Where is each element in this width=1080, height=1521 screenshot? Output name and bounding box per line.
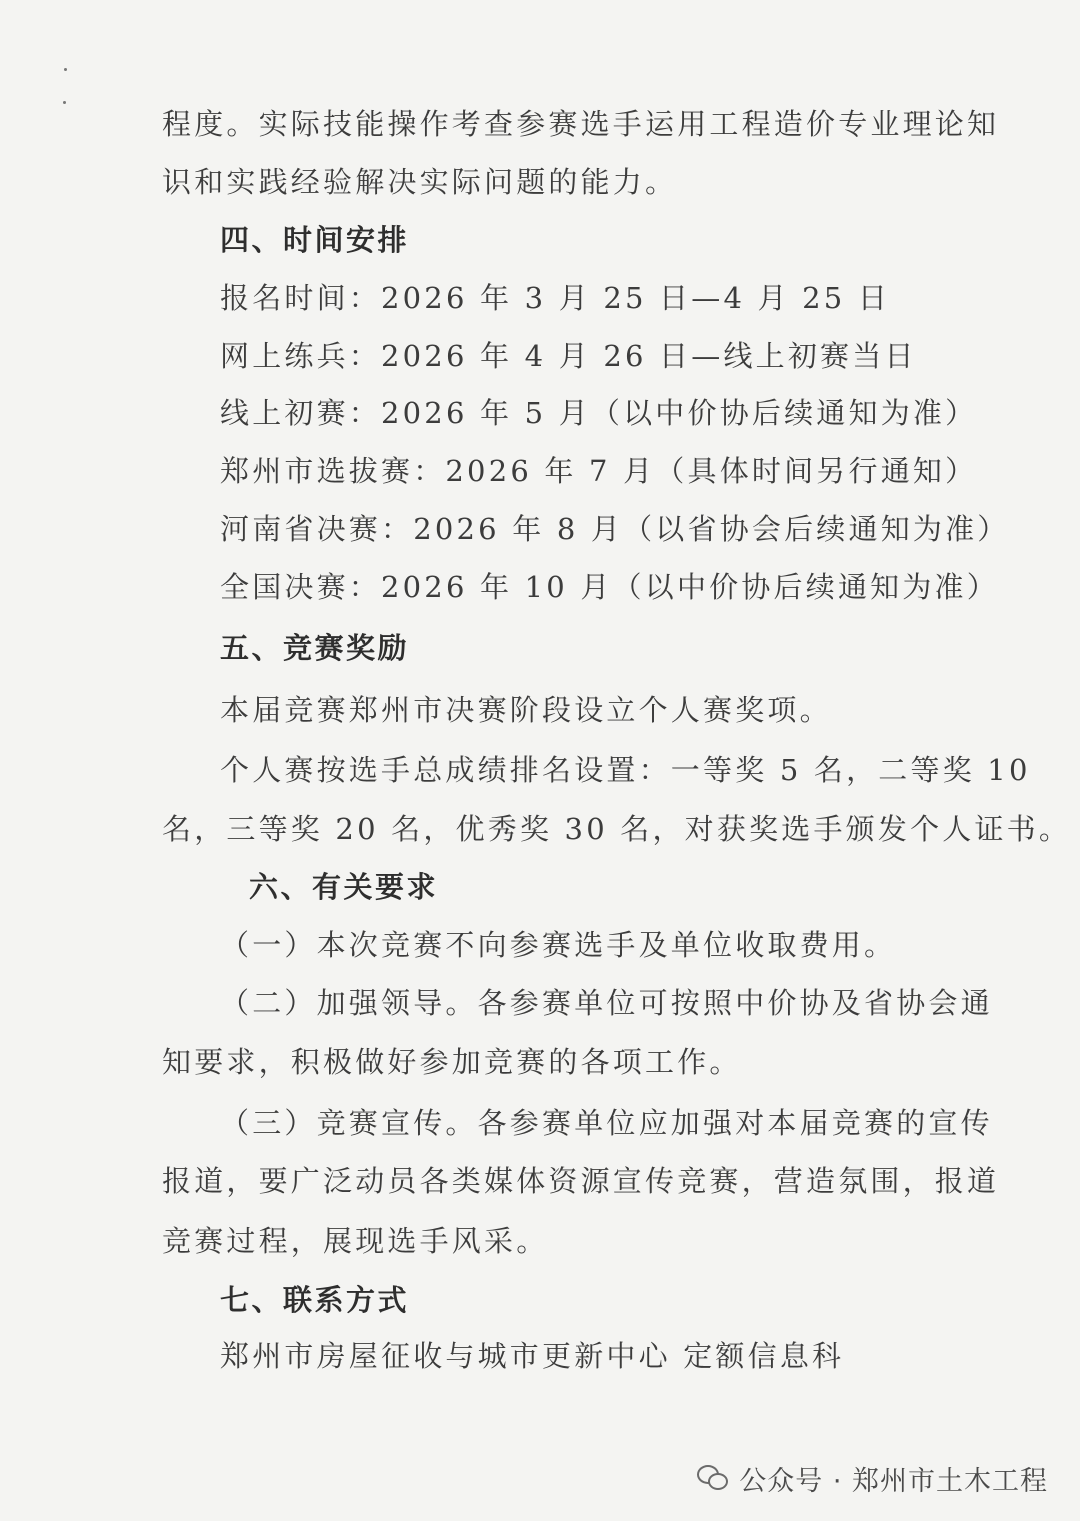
section-heading-requirements: 六、有关要求 bbox=[249, 870, 439, 904]
scan-speck bbox=[64, 68, 67, 71]
watermark-text: 公众号 · 郑州市土木工程 bbox=[739, 1465, 1048, 1497]
section-heading-awards: 五、竞赛奖励 bbox=[220, 631, 410, 665]
requirement-item-1: （一）本次竞赛不向参赛选手及单位收取费用。 bbox=[220, 928, 897, 962]
schedule-item-registration: 报名时间：2026 年 3 月 25 日—4 月 25 日 bbox=[220, 281, 891, 315]
schedule-item-provincial-final: 河南省决赛：2026 年 8 月（以省协会后续通知为准） bbox=[220, 512, 1010, 546]
requirement-item-2: （二）加强领导。各参赛单位可按照中价协及省协会通 bbox=[220, 986, 993, 1020]
paragraph-line: 竞赛过程，展现选手风采。 bbox=[162, 1224, 549, 1258]
schedule-item-city-selection: 郑州市选拔赛：2026 年 7 月（具体时间另行通知） bbox=[220, 454, 978, 488]
paragraph-line: 报道，要广泛动员各类媒体资源宣传竞赛，营造氛围，报道 bbox=[162, 1164, 1000, 1198]
wechat-account-watermark bbox=[697, 1458, 1048, 1498]
paragraph-line: 知要求，积极做好参加竞赛的各项工作。 bbox=[162, 1045, 742, 1079]
wechat-icon bbox=[697, 1463, 731, 1493]
section-heading-contact: 七、联系方式 bbox=[220, 1283, 410, 1317]
scan-speck bbox=[63, 101, 66, 104]
contact-department: 郑州市房屋征收与城市更新中心 定额信息科 bbox=[220, 1339, 845, 1373]
section-heading-schedule: 四、时间安排 bbox=[220, 223, 410, 257]
paragraph-line: 识和实践经验解决实际问题的能力。 bbox=[162, 165, 678, 199]
schedule-item-national-final: 全国决赛：2026 年 10 月（以中价协后续通知为准） bbox=[220, 570, 999, 604]
schedule-item-online-preliminary: 线上初赛：2026 年 5 月（以中价协后续通知为准） bbox=[220, 396, 978, 430]
schedule-item-online-practice: 网上练兵：2026 年 4 月 26 日—线上初赛当日 bbox=[220, 339, 917, 373]
requirement-item-3: （三）竞赛宣传。各参赛单位应加强对本届竞赛的宣传 bbox=[220, 1106, 993, 1140]
paragraph-line: 本届竞赛郑州市决赛阶段设立个人赛奖项。 bbox=[220, 693, 832, 727]
paragraph-line: 个人赛按选手总成绩排名设置：一等奖 5 名，二等奖 10 bbox=[220, 753, 1031, 787]
paragraph-line: 程度。实际技能操作考查参赛选手运用工程造价专业理论知 bbox=[162, 107, 1000, 141]
paragraph-line: 名，三等奖 20 名，优秀奖 30 名，对获奖选手颁发个人证书。 bbox=[162, 812, 1072, 846]
